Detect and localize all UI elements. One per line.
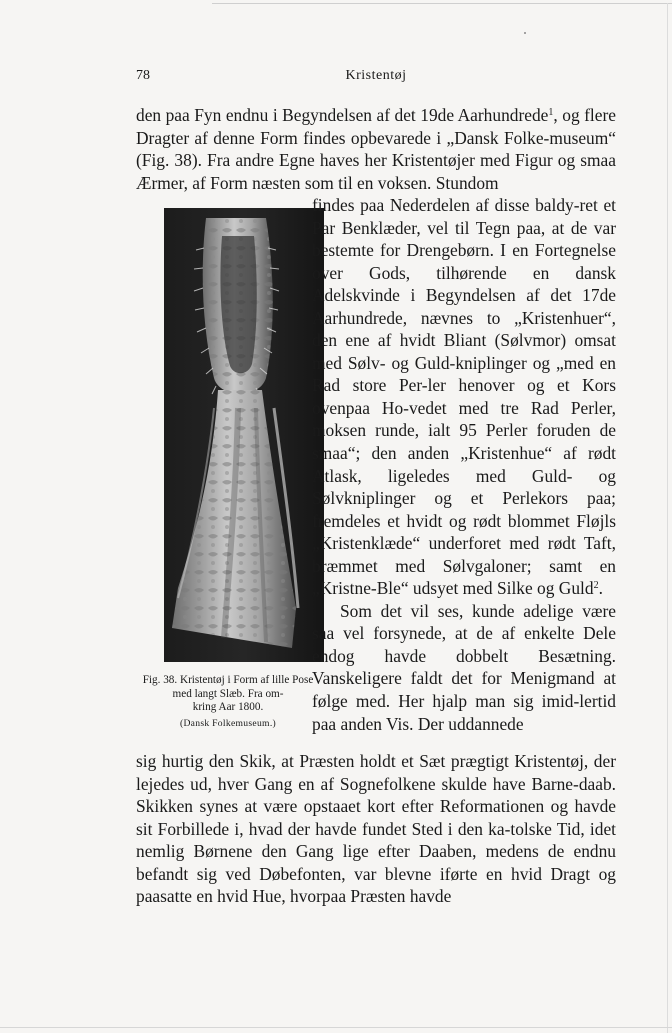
page-edge-bottom bbox=[0, 1027, 672, 1028]
intro-text: den paa Fyn endnu i Begyndelsen af det 19de Aarhundrede bbox=[136, 105, 549, 125]
caption-source: (Dansk Folkemuseum.) bbox=[179, 717, 277, 729]
page-edge-right bbox=[667, 3, 668, 1033]
right-column-text bbox=[312, 194, 616, 735]
footnote-ref-2: 2 bbox=[593, 580, 599, 592]
column-paragraph-1: findes paa Nederdelen af disse baldy-ret et Par Benklæder, vel til Tegn paa, at de var bestemte for Drengebørn. I en Fortegnelse over Gods, tilhørende en dansk Adelskvinde i Begyndelsen af det 17de Aarhundrede, nævnes to „Kristenhuer“, den ene af hvidt Bliant (Sølvmor) omsat med Sølv- og Guld-kniplinger og „med en Rad store Per-ler henover og et Kors ovenpaa Ho-vedet med tre Rad Perler, moksen runde, ialt 95 Perler foruden de smaa“; den anden „Kristenhue“ af rødt Atlask, ligeledes med Guld- og Sølvkniplinger og et Perlekors paa; fremdeles et hvidt og rødt blommet Fløjls „Kristenklæde“ underforet med rødt Taft, bræmmet med Sølvgaloner; samt en „Kristne-Ble“ udsyet med Silke og Guld bbox=[312, 195, 616, 599]
page-edge-top bbox=[212, 3, 672, 4]
christening-garment-image bbox=[164, 208, 324, 662]
bottom-paragraph-text: sig hurtig den Skik, at Præsten holdt et Sæt prægtigt Kristentøj, der lejedes ud, hver Gang en af Sognefolkene skulde have Barne-daab. Skikken synes at være opstaaet kort efter Reformationen og havde sit Forbillede i, hvad der havde fundet Sted i den ka-tolske Tid, idet nemlig Børnene den Gang lige efter Daaben, medens de endnu befandt sig ved Døbefonten, var blevne iførte en hvid Dragt og paasatte en hvid Hue, hvorpaa Præsten havde bbox=[136, 751, 616, 907]
intro-rest-text: , og flere Dragter af denne Form findes opbevarede i „Dansk Folke-museum“ (Fig. 38). Fra andre Egne haves her Kristentøjer med Figur og smaa Ærmer, af Form næsten som til en voksen. Stundom bbox=[136, 105, 616, 193]
figure-caption bbox=[133, 674, 323, 730]
footnote-ref-1: 1 bbox=[548, 107, 554, 118]
caption-line-2: kring Aar 1800. bbox=[192, 701, 264, 714]
running-title: Kristentøj bbox=[345, 68, 407, 83]
page-header bbox=[136, 68, 616, 86]
bottom-paragraph bbox=[136, 750, 616, 908]
caption-line-1: Fig. 38. Kristentøj i Form af lille Pose med langt Slæb. Fra om- bbox=[142, 674, 314, 700]
paper-speck bbox=[524, 32, 526, 34]
intro-paragraph bbox=[136, 104, 616, 194]
figure-38-photo bbox=[164, 208, 324, 662]
column-paragraph-1-end: . bbox=[598, 578, 603, 599]
column-paragraph-2: Som det vil ses, kunde adelige være saa vel forsynede, at de af enkelte Dele endog havde dobbelt Besætning. Vanskeligere faldt det for Menigmand at følge med. Her hjalp man sig imid-lertid paa anden Vis. Der uddannede bbox=[312, 600, 616, 734]
page-number: 78 bbox=[136, 68, 150, 83]
